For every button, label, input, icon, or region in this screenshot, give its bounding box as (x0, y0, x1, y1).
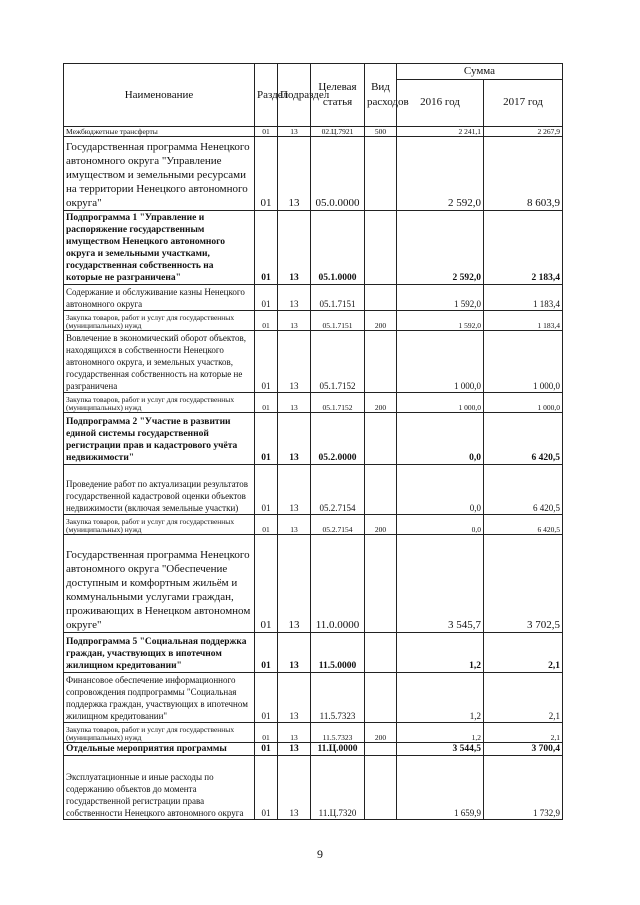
header-year-2017: 2017 год (484, 79, 563, 126)
row-sum-2016: 0,0 (397, 514, 484, 534)
row-cel-statya: 05.2.7154 (311, 464, 365, 514)
row-cel-statya: 11.5.0000 (311, 632, 365, 672)
row-sum-2017: 1 183,4 (484, 310, 563, 330)
row-sum-2016: 1 659,9 (397, 755, 484, 819)
row-cel-statya: 05.0.0000 (311, 136, 365, 210)
row-sum-2016: 1 592,0 (397, 310, 484, 330)
row-vid-rashodov: 200 (365, 514, 397, 534)
row-sum-2017: 2 267,9 (484, 126, 563, 136)
row-name: Государственная программа Ненецкого автономного округа "Управление имуществом и земельными ресурсами на территории Ненецкого автономного округа" (64, 136, 255, 210)
row-vid-rashodov (365, 330, 397, 392)
row-sum-2017: 3 700,4 (484, 742, 563, 755)
row-sum-2016: 0,0 (397, 464, 484, 514)
row-name: Подпрограмма 1 "Управление и распоряжение государственным имуществом Ненецкого автономного округа и земельными участками, государственная собственность на которые не разграничена" (64, 210, 255, 284)
row-podrazdel: 13 (278, 330, 311, 392)
row-podrazdel: 13 (278, 534, 311, 632)
row-podrazdel: 13 (278, 136, 311, 210)
row-name: Межбюджетные трансферты (64, 126, 255, 136)
row-podrazdel: 13 (278, 284, 311, 310)
row-vid-rashodov (365, 742, 397, 755)
row-sum-2017: 2,1 (484, 722, 563, 742)
row-razdel: 01 (255, 742, 278, 755)
row-cel-statya: 11.5.7323 (311, 672, 365, 722)
row-sum-2016: 1,2 (397, 722, 484, 742)
row-podrazdel: 13 (278, 722, 311, 742)
row-podrazdel: 13 (278, 514, 311, 534)
budget-table (63, 63, 563, 820)
row-name: Проведение работ по актуализации результатов государственной кадастровой оценки объектов недвижимости (включая земельные участки) (64, 464, 255, 514)
row-vid-rashodov (365, 534, 397, 632)
row-sum-2016: 1 000,0 (397, 392, 484, 412)
table-row (64, 330, 563, 392)
table-row (64, 210, 563, 284)
table-row (64, 514, 563, 534)
row-razdel: 01 (255, 210, 278, 284)
table-row (64, 632, 563, 672)
row-sum-2016: 2 592,0 (397, 136, 484, 210)
row-sum-2017: 2,1 (484, 672, 563, 722)
row-sum-2016: 2 592,0 (397, 210, 484, 284)
table-row (64, 534, 563, 632)
row-razdel: 01 (255, 722, 278, 742)
header-razdel: Раздел (255, 64, 278, 127)
row-vid-rashodov: 500 (365, 126, 397, 136)
row-cel-statya: 05.1.7151 (311, 284, 365, 310)
table-row (64, 136, 563, 210)
row-podrazdel: 13 (278, 210, 311, 284)
page-number: 9 (317, 847, 323, 861)
row-cel-statya: 05.1.0000 (311, 210, 365, 284)
table-row (64, 722, 563, 742)
row-sum-2017: 1 000,0 (484, 330, 563, 392)
row-sum-2017: 6 420,5 (484, 412, 563, 464)
header-cel-statya: Целевая статья (311, 64, 365, 127)
row-name: Вовлечение в экономический оборот объектов, находящихся в собственности Ненецкого автономного округа, и земельных участков, государственная собственность на которые не разграничена (64, 330, 255, 392)
row-podrazdel: 13 (278, 310, 311, 330)
header-podrazdel: Подраздел (278, 64, 311, 127)
table-row (64, 464, 563, 514)
row-cel-statya: 05.1.7152 (311, 330, 365, 392)
row-name: Закупка товаров, работ и услуг для государственных (муниципальных) нужд (64, 514, 255, 534)
row-sum-2016: 1 000,0 (397, 330, 484, 392)
header-vid-rashodov: Вид расходов (365, 64, 397, 127)
row-podrazdel: 13 (278, 126, 311, 136)
row-vid-rashodov: 200 (365, 392, 397, 412)
row-name: Подпрограмма 5 "Социальная поддержка граждан, участвующих в ипотечном жилищном кредитовании" (64, 632, 255, 672)
row-cel-statya: 11.Ц.7320 (311, 755, 365, 819)
row-razdel: 01 (255, 330, 278, 392)
table-row (64, 284, 563, 310)
row-vid-rashodov (365, 136, 397, 210)
row-razdel: 01 (255, 126, 278, 136)
row-name: Государственная программа Ненецкого автономного округа "Обеспечение доступным и комфортным жильём и коммунальными услугами граждан, проживающих в Ненецком автономном округе" (64, 534, 255, 632)
row-name: Закупка товаров, работ и услуг для государственных (муниципальных) нужд (64, 310, 255, 330)
row-sum-2016: 0,0 (397, 412, 484, 464)
row-cel-statya: 11.5.7323 (311, 722, 365, 742)
row-razdel: 01 (255, 412, 278, 464)
row-razdel: 01 (255, 310, 278, 330)
row-razdel: 01 (255, 534, 278, 632)
row-sum-2017: 1 183,4 (484, 284, 563, 310)
row-cel-statya: 11.Ц.0000 (311, 742, 365, 755)
row-sum-2017: 1 732,9 (484, 755, 563, 819)
row-sum-2017: 8 603,9 (484, 136, 563, 210)
row-vid-rashodov (365, 464, 397, 514)
header-year-2016: 2016 год (397, 79, 484, 126)
table-row (64, 412, 563, 464)
row-sum-2016: 3 544,5 (397, 742, 484, 755)
row-vid-rashodov (365, 210, 397, 284)
row-razdel: 01 (255, 464, 278, 514)
row-podrazdel: 13 (278, 672, 311, 722)
header-summa: Сумма (397, 64, 563, 80)
row-podrazdel: 13 (278, 464, 311, 514)
row-vid-rashodov (365, 672, 397, 722)
row-podrazdel: 13 (278, 632, 311, 672)
row-cel-statya: 05.1.7152 (311, 392, 365, 412)
header-name: Наименование (64, 64, 255, 127)
table-row (64, 755, 563, 819)
row-podrazdel: 13 (278, 755, 311, 819)
row-podrazdel: 13 (278, 742, 311, 755)
row-vid-rashodov (365, 412, 397, 464)
row-vid-rashodov (365, 632, 397, 672)
row-cel-statya: 05.1.7151 (311, 310, 365, 330)
row-razdel: 01 (255, 672, 278, 722)
row-sum-2017: 2,1 (484, 632, 563, 672)
table-row (64, 742, 563, 755)
row-sum-2017: 2 183,4 (484, 210, 563, 284)
row-razdel: 01 (255, 514, 278, 534)
row-name: Закупка товаров, работ и услуг для государственных (муниципальных) нужд (64, 722, 255, 742)
row-cel-statya: 05.2.0000 (311, 412, 365, 464)
row-cel-statya: 02.Ц.7921 (311, 126, 365, 136)
table-row (64, 126, 563, 136)
row-sum-2016: 1 592,0 (397, 284, 484, 310)
row-sum-2016: 1,2 (397, 672, 484, 722)
row-name: Подпрограмма 2 "Участие в развитии единой системы государственной регистрации прав и кадастрового учёта недвижимости" (64, 412, 255, 464)
row-name: Финансовое обеспечение информационного сопровождения подпрограммы "Социальная поддержка граждан, участвующих в ипотечном жилищном кредитовании" (64, 672, 255, 722)
row-name: Отдельные мероприятия программы (64, 742, 255, 755)
table-row (64, 672, 563, 722)
row-vid-rashodov (365, 284, 397, 310)
row-sum-2016: 1,2 (397, 632, 484, 672)
row-podrazdel: 13 (278, 392, 311, 412)
table-row (64, 392, 563, 412)
row-podrazdel: 13 (278, 412, 311, 464)
row-cel-statya: 11.0.0000 (311, 534, 365, 632)
row-razdel: 01 (255, 632, 278, 672)
row-sum-2017: 6 420,5 (484, 464, 563, 514)
row-razdel: 01 (255, 392, 278, 412)
row-name: Закупка товаров, работ и услуг для государственных (муниципальных) нужд (64, 392, 255, 412)
row-razdel: 01 (255, 284, 278, 310)
row-name: Содержание и обслуживание казны Ненецкого автономного округа (64, 284, 255, 310)
row-vid-rashodov: 200 (365, 310, 397, 330)
row-sum-2017: 3 702,5 (484, 534, 563, 632)
table-row (64, 310, 563, 330)
row-sum-2017: 6 420,5 (484, 514, 563, 534)
row-sum-2016: 2 241,1 (397, 126, 484, 136)
row-sum-2017: 1 000,0 (484, 392, 563, 412)
row-cel-statya: 05.2.7154 (311, 514, 365, 534)
row-razdel: 01 (255, 136, 278, 210)
row-name: Эксплуатационные и иные расходы по содержанию объектов до момента государственной регистрации права собственности Ненецкого автономного округа (64, 755, 255, 819)
row-razdel: 01 (255, 755, 278, 819)
row-vid-rashodov (365, 755, 397, 819)
row-sum-2016: 3 545,7 (397, 534, 484, 632)
row-vid-rashodov: 200 (365, 722, 397, 742)
